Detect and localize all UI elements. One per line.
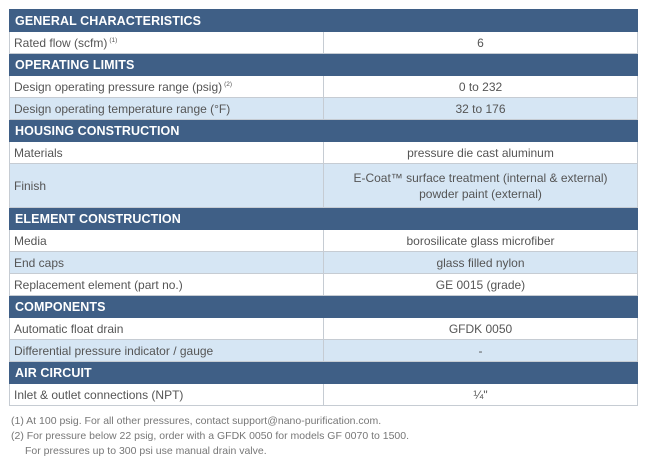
spec-value: glass filled nylon <box>436 255 525 270</box>
section-title: HOUSING CONSTRUCTION <box>10 120 638 142</box>
spec-label-cell <box>10 274 324 296</box>
footnote-marker: (2) <box>224 80 233 88</box>
section-header <box>10 120 638 142</box>
spec-value-cell <box>324 32 638 54</box>
spec-label-cell <box>10 76 324 98</box>
spec-row <box>10 98 638 120</box>
footnote-2: (2) For pressure below 22 psig, order with a GFDK 0050 for models GF 0070 to 1500. <box>11 430 410 442</box>
spec-row <box>10 230 638 252</box>
spec-row <box>10 318 638 340</box>
section-title: ELEMENT CONSTRUCTION <box>10 208 638 230</box>
section-title: COMPONENTS <box>10 296 638 318</box>
spec-row <box>10 142 638 164</box>
spec-value-cell <box>324 340 638 362</box>
spec-label: Media <box>14 233 47 248</box>
footnote-marker: (1) <box>109 36 118 44</box>
footnotes <box>11 414 409 459</box>
spec-row <box>10 164 638 208</box>
spec-label: Automatic float drain <box>14 321 124 336</box>
spec-value-cell <box>324 252 638 274</box>
spec-label-cell <box>10 340 324 362</box>
spec-row <box>10 252 638 274</box>
spec-value: 32 to 176 <box>455 101 506 116</box>
spec-value-cell <box>324 274 638 296</box>
spec-label: Inlet & outlet connections (NPT) <box>14 387 184 402</box>
footnote-1: (1) At 100 psig. For all other pressures, contact support@nano-purification.com. <box>11 415 382 427</box>
spec-label-cell <box>10 32 324 54</box>
spec-value: GE 0015 (grade) <box>435 277 526 292</box>
spec-label: Materials <box>14 145 63 160</box>
spec-label-cell <box>10 318 324 340</box>
spec-value: E-Coat™ surface treatment (internal & external) <box>353 170 608 185</box>
spec-value: 6 <box>477 35 484 50</box>
spec-label-cell <box>10 252 324 274</box>
spec-value-cell <box>324 318 638 340</box>
spec-value-cell <box>324 142 638 164</box>
specifications-table <box>9 9 638 406</box>
footnote-2-continued: For pressures up to 300 psi use manual drain valve. <box>25 445 267 457</box>
spec-row <box>10 76 638 98</box>
spec-label: End caps <box>14 255 65 270</box>
spec-label-cell <box>10 230 324 252</box>
spec-label-cell <box>10 142 324 164</box>
spec-label: Differential pressure indicator / gauge <box>14 343 214 358</box>
spec-value-line-2: powder paint (external) <box>419 186 542 201</box>
spec-label: Finish <box>14 178 47 193</box>
section-title: OPERATING LIMITS <box>10 54 638 76</box>
spec-value: pressure die cast aluminum <box>407 145 554 160</box>
section-header <box>10 362 638 384</box>
spec-row <box>10 340 638 362</box>
section-title: GENERAL CHARACTERISTICS <box>10 10 638 32</box>
section-header <box>10 10 638 32</box>
spec-row <box>10 274 638 296</box>
spec-label-cell <box>10 164 324 208</box>
section-header <box>10 296 638 318</box>
spec-value: ¼" <box>473 387 488 402</box>
section-title: AIR CIRCUIT <box>10 362 638 384</box>
spec-value-cell <box>324 98 638 120</box>
spec-label: Design operating temperature range (°F) <box>14 101 231 116</box>
spec-value-cell <box>324 76 638 98</box>
spec-value: GFDK 0050 <box>448 321 513 336</box>
spec-value: borosilicate glass microfiber <box>406 233 555 248</box>
spec-label: Replacement element (part no.) <box>14 277 183 292</box>
spec-value-cell <box>324 384 638 406</box>
spec-label-cell <box>10 384 324 406</box>
spec-label: Rated flow (scfm) <box>14 35 108 50</box>
spec-value: 0 to 232 <box>458 79 503 94</box>
spec-label-cell <box>10 98 324 120</box>
spec-value-cell <box>324 164 638 208</box>
section-header <box>10 208 638 230</box>
spec-row <box>10 32 638 54</box>
section-header <box>10 54 638 76</box>
spec-label: Design operating pressure range (psig) <box>14 79 223 94</box>
spec-value-cell <box>324 230 638 252</box>
spec-row <box>10 384 638 406</box>
spec-value: - <box>478 343 483 358</box>
